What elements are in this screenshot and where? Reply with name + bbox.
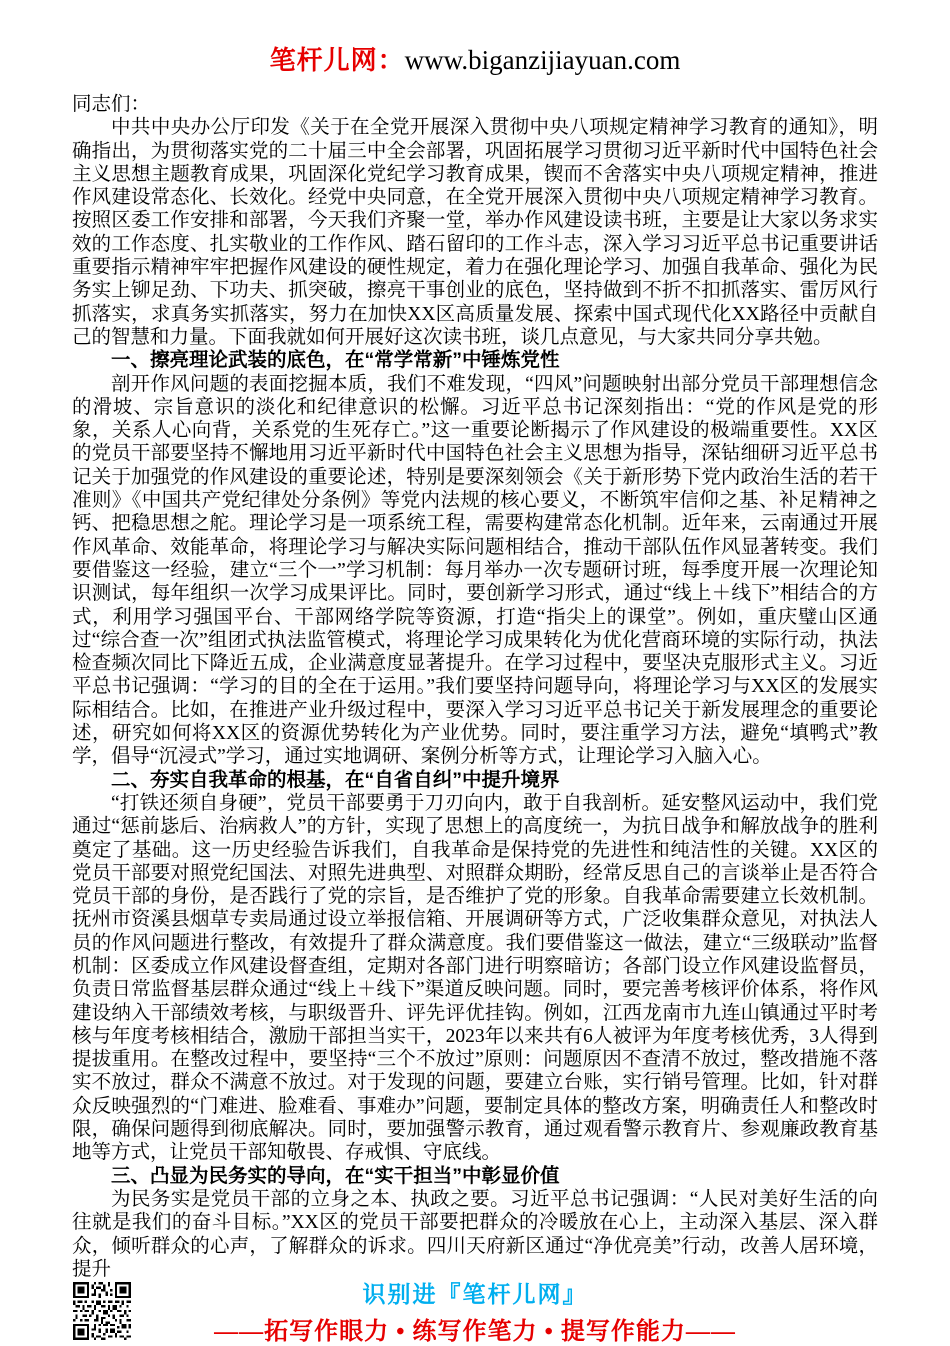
site-header	[0, 40, 950, 77]
site-url: www.biganzijiayuan.com	[404, 45, 681, 75]
footer-line-1: 识别进『笔杆儿网』	[362, 1282, 588, 1307]
section-heading-1: 一、擦亮理论武装的底色，在“常学常新”中锤炼党性	[111, 349, 560, 372]
footer-slogan	[0, 1276, 950, 1346]
section-heading-3: 三、凸显为民务实的导向，在“实干担当”中彰显价值	[111, 1164, 560, 1187]
salutation: 同志们：	[72, 94, 151, 115]
paragraph-section-2: “打铁还须自身硬”，党员干部要勇于刀刃向内，敢于自我剖析。延安整风运动中，我们党通过“惩前毖后、治病救人”的方针，实现了思想上的高度统一，为抗日战争和解放战争的胜利奠定了基础。这一历史经验告诉我们，自我革命是保持党的先进性和纯洁性的关键。XX区的党员干部要对照党纪国法、对照先进典型、对照群众期盼，经常反思自己的言谈举止是否符合党员干部的身份，是否践行了党的宗旨，是否维护了党的形象。自我革命需要建立长效机制。抚州市资溪县烟草专卖局通过设立举报信箱、开展调研等方式，广泛收集群众意见，对执法人员的作风问题进行整改，有效提升了群众满意度。我们要借鉴这一做法，建立“三级联动”监督机制：区委成立作风建设督查组，定期对各部门进行明察暗访；各部门设立作风建设监督员，负责日常监督基层群众通过“线上＋线下”渠道反映问题。同时，要完善考核评价体系，将作风建设纳入干部绩效考核，与职级晋升、评先评优挂钩。例如，江西龙南市九连山镇通过平时考核与年度考核相结合，激励干部担当实干，2023年以来共有6人被评为年度考核优秀，3人得到提拔重用。在整改过程中，要坚持“三个不放过”原则：问题原因不查清不放过，整改措施不落实不放过，群众不满意不放过。对于发现的问题，要建立台账，实行销号管理。比如，针对群众反映强烈的“门难进、脸难看、事难办”问题，要制定具体的整改方案，明确责任人和整改时限，确保问题得到彻底解决。同时，要加强警示教育，通过观看警示教育片、参观廉政教育基地等方式，让党员干部知敬畏、存戒惧、守底线。	[72, 792, 878, 1164]
section-heading-2: 二、夯实自我革命的根基，在“自省自纠”中提升境界	[111, 768, 560, 791]
page-footer	[0, 1276, 950, 1345]
site-name: 笔杆儿网：	[269, 45, 405, 75]
footer-line-2: ——拓写作眼力 • 练写作笔力 • 提写作能力——	[214, 1319, 736, 1345]
paragraph-section-1: 剖开作风问题的表面挖掘本质，我们不难发现，“四风”问题映射出部分党员干部理想信念的滑坡、宗旨意识的淡化和纪律意识的松懈。习近平总书记深刻指出：“党的作风是党的形象，关系人心向背，关系党的生死存亡。”这一重要论断揭示了作风建设的极端重要性。XX区的党员干部要坚持不懈地用习近平新时代中国特色社会主义思想为指导，深钻细研习近平总书记关于加强党的作风建设的重要论述，特别是要深刻领会《关于新形势下党内政治生活的若干准则》《中国共产党纪律处分条例》等党内法规的核心要义，不断筑牢信仰之基、补足精神之钙、把稳思想之舵。理论学习是一项系统工程，需要构建常态化机制。近年来，云南通过开展作风革命、效能革命，将理论学习与解决实际问题相结合，推动干部队伍作风显著转变。我们要借鉴这一经验，建立“三个一”学习机制：每月举办一次专题研讨班，每季度开展一次理论知识测试，每年组织一次学习成果评比。同时，要创新学习形式，通过“线上＋线下”相结合的方式，利用学习强国平台、干部网络学院等资源，打造“指尖上的课堂”。例如，重庆璧山区通过“综合查一次”组团式执法监管模式，将理论学习成果转化为优化营商环境的实际行动，执法检查频次同比下降近五成，企业满意度显著提升。在学习过程中，要坚决克服形式主义。习近平总书记强调：“学习的目的全在于运用。”我们要坚持问题导向，将理论学习与XX区的发展实际相结合。比如，在推进产业升级过程中，要深入学习习近平总书记关于新发展理念的重要论述，研究如何将XX区的资源优势转化为产业优势。同时，要注重学习方法，避免“填鸭式”教学，倡导“沉浸式”学习，通过实地调研、案例分析等方式，让理论学习入脑入心。	[72, 373, 878, 768]
paragraph-section-3: 为民务实是党员干部的立身之本、执政之要。习近平总书记强调：“人民对美好生活的向往就是我们的奋斗目标。”XX区的党员干部要把群众的冷暖放在心上，主动深入基层、深入群众，倾听群众的心声，了解群众的诉求。四川天府新区通过“净优亮美”行动，改善人居环境，提升	[72, 1188, 878, 1280]
paragraph-opening: 中共中央办公厅印发《关于在全党开展深入贯彻中央八项规定精神学习教育的通知》，明确指出，为贯彻落实党的二十届三中全会部署，巩固拓展学习贯彻习近平新时代中国特色社会主义思想主题教育成果，巩固深化党纪学习教育成果，锲而不舍落实中央八项规定精神，推进作风建设常态化、长效化。经党中央同意，在全党开展深入贯彻中央八项规定精神学习教育。按照区委工作安排和部署，今天我们齐聚一堂，举办作风建设读书班，主要是让大家以务求实效的工作态度、扎实敬业的工作作风、踏石留印的工作斗志，深入学习习近平总书记重要讲话重要指示精神牢牢把握作风建设的硬性规定，着力在强化理论学习、加强自我革命、强化为民务实上铆足劲、下功夫、抓突破，擦亮干事创业的底色，坚持做到不折不扣抓落实、雷厉风行抓落实，求真务实抓落实，努力在加快XX区高质量发展、探索中国式现代化XX路径中贡献自己的智慧和力量。下面我就如何开展好这次读书班，谈几点意见，与大家共同分享共勉。	[72, 117, 878, 348]
document-body	[72, 93, 878, 1281]
